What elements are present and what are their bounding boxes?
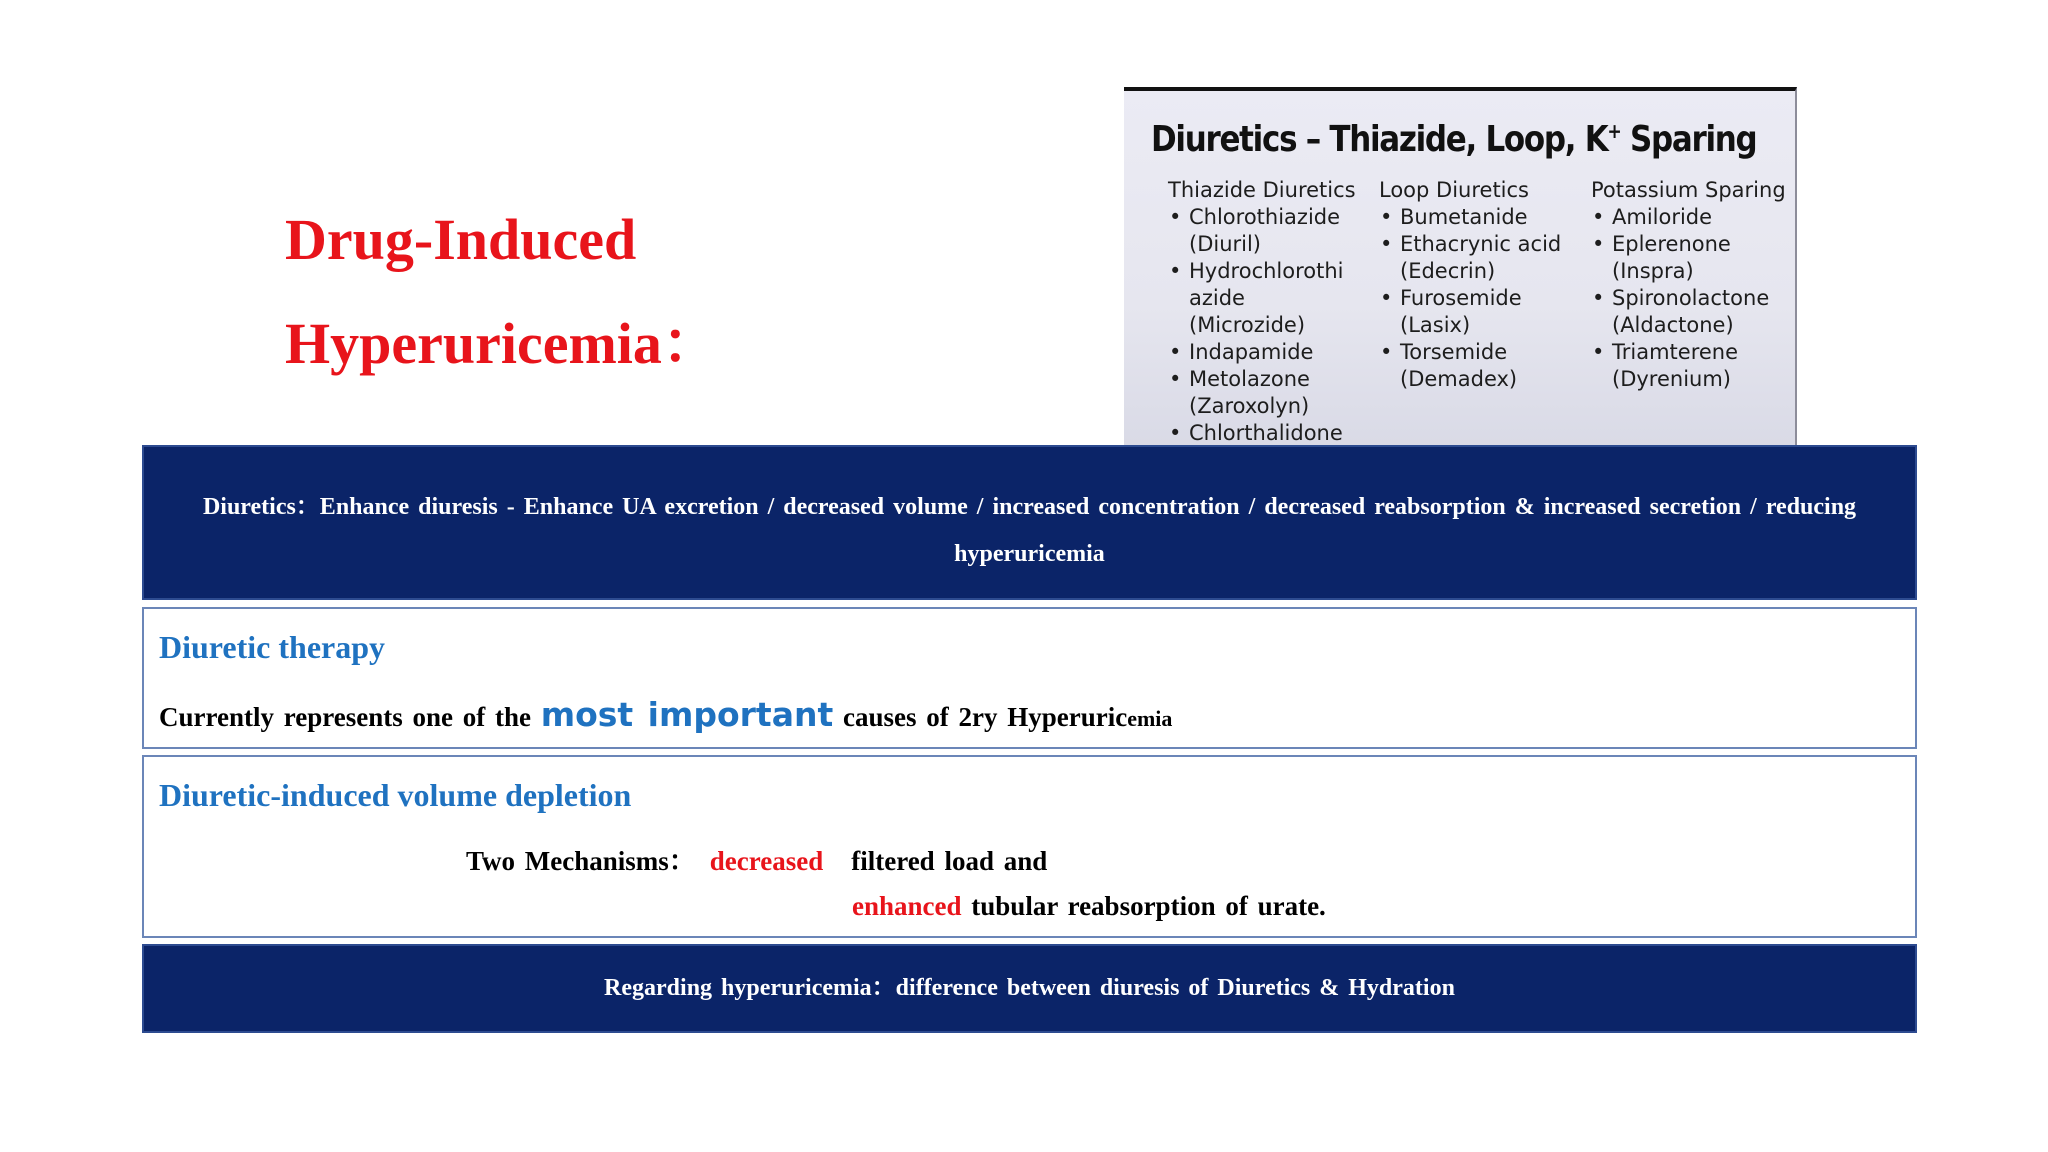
slide-title	[285, 188, 720, 396]
drug-list	[1168, 204, 1356, 447]
reference-heading-tail: Sparing	[1620, 119, 1757, 160]
list-item: • Hydrochlorothi azide (Microzide)	[1189, 258, 1356, 339]
list-item: • Chlorothiazide (Diuril)	[1189, 204, 1356, 258]
text-segment: Currently represents one of the	[159, 702, 541, 732]
list-item: • Bumetanide	[1400, 204, 1561, 231]
volume-depletion-box	[142, 755, 1917, 938]
diuretic-therapy-title: Diuretic therapy	[159, 629, 386, 665]
loop-column	[1379, 177, 1561, 393]
list-item: • Triamterene (Dyrenium)	[1612, 339, 1786, 393]
drug-list	[1591, 204, 1786, 393]
decreased-keyword: decreased	[709, 846, 824, 876]
slide-title-line-1: Drug-Induced	[285, 207, 637, 272]
reference-heading-sup: +	[1607, 119, 1621, 143]
diuretics-reference-image	[1124, 87, 1797, 447]
list-item: • Chlorthalidone	[1189, 420, 1356, 447]
list-item: • Spironolactone (Aldactone)	[1612, 285, 1786, 339]
hydration-comparison-banner	[142, 944, 1917, 1033]
diuretics-summary-text: Diuretics：Enhance diuresis - Enhance UA excretion / decreased volume / increased concentration / decreased reabsorption & increased secretion / reducing hyperuricemia	[202, 494, 1857, 567]
mechanisms-label: Two Mechanisms：	[466, 846, 696, 876]
diuretic-therapy-text	[159, 695, 1172, 734]
mechanism-line-2	[852, 891, 1326, 922]
drug-list	[1379, 204, 1561, 393]
emphasis-most-important: most important	[540, 695, 834, 734]
column-header: Thiazide Diuretics	[1168, 178, 1356, 202]
list-item: • Furosemide (Lasix)	[1400, 285, 1561, 339]
reference-heading	[1151, 119, 1756, 160]
potassium-sparing-column	[1591, 177, 1786, 393]
text-segment: emia	[1127, 706, 1173, 731]
hydration-comparison-text: Regarding hyperuricemia：difference between diuresis of Diuretics & Hydration	[604, 975, 1455, 1001]
diuretics-summary-banner	[142, 445, 1917, 600]
slide-title-line-2: Hyperuricemia：	[285, 311, 720, 376]
column-header: Potassium Sparing	[1591, 178, 1786, 202]
text-segment: causes of 2ry Hyperuric	[833, 702, 1128, 732]
list-item: • Indapamide	[1189, 339, 1356, 366]
list-item: • Ethacrynic acid (Edecrin)	[1400, 231, 1561, 285]
reference-heading-text: Diuretics – Thiazide, Loop, K	[1151, 119, 1608, 160]
list-item: • Eplerenone (Inspra)	[1612, 231, 1786, 285]
diuretic-therapy-box	[142, 607, 1917, 749]
thiazide-column	[1168, 177, 1356, 447]
enhanced-keyword: enhanced	[852, 891, 962, 921]
text-segment: filtered load and	[851, 846, 1048, 876]
list-item: • Torsemide (Demadex)	[1400, 339, 1561, 393]
column-header: Loop Diuretics	[1379, 178, 1529, 202]
volume-depletion-title: Diuretic-induced volume depletion	[159, 777, 632, 813]
mechanism-line-1	[466, 839, 1047, 878]
text-segment: tubular reabsorption of urate.	[961, 891, 1326, 921]
list-item: • Metolazone (Zaroxolyn)	[1189, 366, 1356, 420]
list-item: • Amiloride	[1612, 204, 1786, 231]
